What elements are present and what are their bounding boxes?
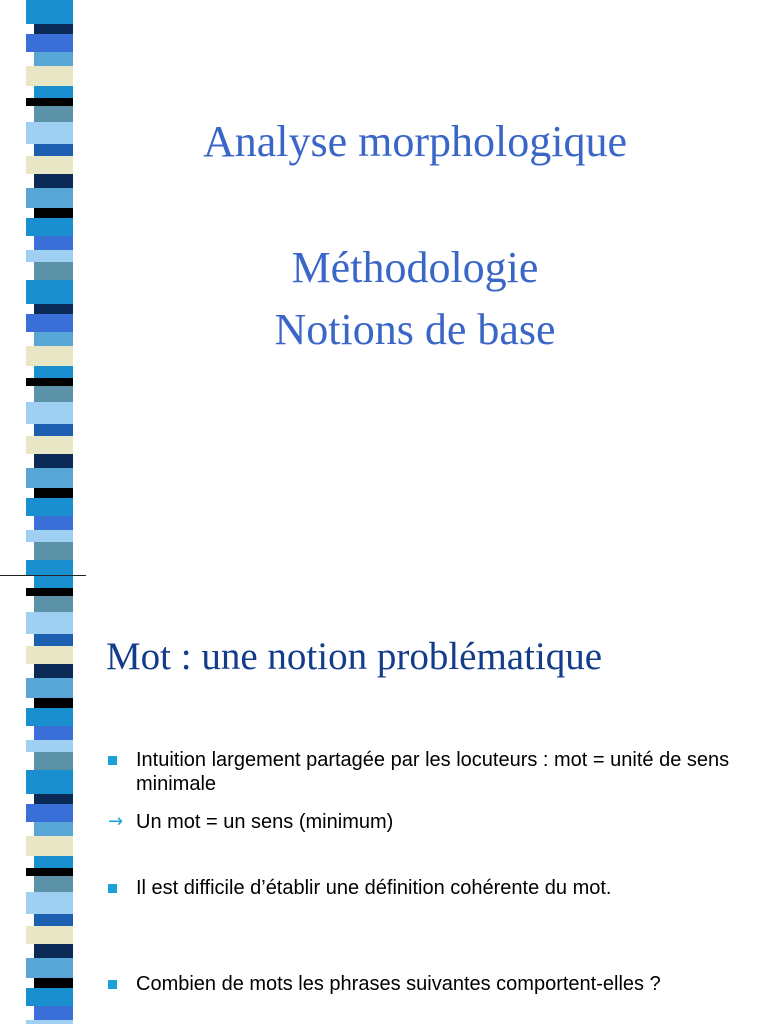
decorative-stripe: [34, 634, 73, 646]
decorative-stripe: [34, 106, 73, 122]
decorative-stripe: [34, 262, 73, 280]
decorative-stripe: [34, 596, 73, 612]
decorative-stripe: [26, 314, 73, 332]
arrow-bullet-icon: →: [108, 811, 124, 832]
decorative-stripe: [26, 66, 73, 86]
decorative-stripe: [34, 576, 73, 588]
decorative-stripe: [34, 856, 73, 868]
decorative-stripe: [26, 98, 73, 106]
bullet-text: Il est difficile d’établir une définition cohérente du mot.: [136, 877, 612, 899]
square-bullet-icon: [108, 980, 117, 989]
decorative-stripe: [34, 944, 73, 958]
square-bullet-icon: [108, 756, 117, 765]
decorative-stripe: [26, 188, 73, 208]
decorative-stripe: [34, 876, 73, 892]
decorative-stripe: [26, 1020, 73, 1024]
decorative-stripe: [26, 868, 73, 876]
decorative-stripe: [26, 530, 73, 542]
decorative-stripe: [34, 366, 73, 378]
bullet-item: [108, 972, 748, 996]
decorative-stripe: [26, 378, 73, 386]
decorative-stripe: [34, 454, 73, 468]
decorative-stripe: [26, 346, 73, 366]
decorative-stripe: [34, 752, 73, 770]
decorative-stripe: [34, 794, 73, 804]
decorative-stripe: [26, 926, 73, 944]
decorative-stripe: [34, 726, 73, 740]
content-slide: [0, 576, 768, 1024]
decorative-stripe: [34, 978, 73, 988]
decorative-stripe: [26, 436, 73, 454]
decorative-stripe: [34, 144, 73, 156]
decorative-stripe: [26, 740, 73, 752]
decorative-stripe: [34, 914, 73, 926]
decorative-stripe: [26, 988, 73, 1006]
decorative-stripe: [26, 498, 73, 516]
decorative-stripe: [26, 708, 73, 726]
decorative-stripe: [34, 488, 73, 498]
decorative-stripe-bar: [26, 0, 73, 576]
bullet-text: Intuition largement partagée par les locuteurs : mot = unité de sens minimale: [136, 749, 730, 795]
square-bullet-icon: [108, 884, 117, 893]
decorative-stripe: [34, 174, 73, 188]
decorative-stripe: [34, 664, 73, 678]
main-title: Analyse morphologique: [202, 117, 628, 166]
decorative-stripe: [26, 34, 73, 52]
decorative-stripe-bar: [26, 576, 73, 1024]
decorative-stripe: [26, 958, 73, 978]
decorative-stripe: [26, 280, 73, 304]
decorative-stripe: [34, 24, 73, 34]
decorative-stripe: [34, 542, 73, 560]
decorative-stripe: [26, 156, 73, 174]
decorative-stripe: [26, 218, 73, 236]
decorative-stripe: [34, 208, 73, 218]
decorative-stripe: [26, 836, 73, 856]
decorative-stripe: [26, 0, 73, 24]
decorative-stripe: [34, 1006, 73, 1020]
subtitle-basic-notions: Notions de base: [274, 305, 556, 354]
slide-heading: Mot : une notion problématique: [106, 635, 603, 678]
decorative-stripe: [26, 468, 73, 488]
decorative-stripe: [34, 52, 73, 66]
decorative-stripe: [26, 588, 73, 596]
decorative-stripe: [34, 516, 73, 530]
decorative-stripe: [26, 804, 73, 822]
decorative-stripe: [26, 678, 73, 698]
decorative-stripe: [34, 236, 73, 250]
decorative-stripe: [34, 332, 73, 346]
decorative-stripe: [34, 822, 73, 836]
decorative-stripe: [26, 770, 73, 794]
subtitle-methodology: Méthodologie: [291, 243, 539, 292]
bullet-text: Un mot = un sens (minimum): [136, 811, 394, 833]
decorative-stripe: [34, 698, 73, 708]
decorative-stripe: [26, 402, 73, 424]
decorative-stripe: [34, 424, 73, 436]
decorative-stripe: [26, 892, 73, 914]
bullet-item: [108, 876, 748, 900]
bullet-text: Combien de mots les phrases suivantes comportent-elles ?: [136, 973, 661, 995]
decorative-stripe: [34, 86, 73, 98]
decorative-stripe: [26, 612, 73, 634]
decorative-stripe: [26, 646, 73, 664]
decorative-stripe: [34, 304, 73, 314]
bullet-item: [108, 748, 748, 796]
decorative-stripe: [26, 250, 73, 262]
decorative-stripe: [26, 560, 73, 576]
bullet-item: [108, 810, 748, 834]
decorative-stripe: [26, 122, 73, 144]
decorative-stripe: [34, 386, 73, 402]
